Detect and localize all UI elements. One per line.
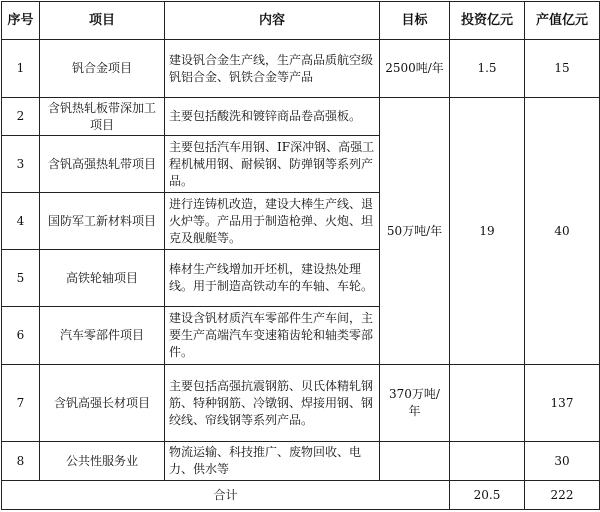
cell-project: 含钒热轧板带深加工项目 [40,98,165,136]
cell-seq: 7 [2,365,40,442]
cell-content: 主要包括酸洗和镀锌商品卷高强板。 [165,98,380,136]
cell-project: 公共性服务业 [40,442,165,481]
cell-target-merged: 50万吨/年 [380,98,450,365]
cell-content: 进行连铸机改造，建设大棒生产线、退火炉等。产品用于制造枪弹、火炮、坦克及舰艇等。 [165,193,380,250]
projects-table [1,1,600,510]
header-target: 目标 [380,2,450,40]
cell-investment [450,442,525,481]
cell-seq: 8 [2,442,40,481]
cell-content: 主要包括汽车用钢、IF深冲钢、高强工程机械用钢、耐候钢、防弹钢等系列产品。 [165,136,380,193]
cell-output-merged: 40 [525,98,600,365]
header-investment: 投资亿元 [450,2,525,40]
total-investment: 20.5 [450,481,525,510]
table-row [2,442,600,481]
cell-seq: 4 [2,193,40,250]
cell-target: 370万吨/年 [380,365,450,442]
header-seq: 序号 [2,2,40,40]
total-label: 合计 [2,481,450,510]
cell-project: 含钒高强长材项目 [40,365,165,442]
cell-seq: 2 [2,98,40,136]
cell-content: 棒材生产线增加开坯机，建设热处理线。用于制造高铁动车的车轴、车轮。 [165,250,380,307]
table-row [2,98,600,136]
cell-output: 137 [525,365,600,442]
cell-content: 物流运输、科技推广、废物回收、电力、供水等 [165,442,380,481]
cell-content: 建设钒合金生产线，生产高品质航空级钒铝合金、钒铁合金等产品 [165,40,380,98]
cell-seq: 6 [2,307,40,365]
cell-project: 钒合金项目 [40,40,165,98]
cell-seq: 1 [2,40,40,98]
total-row [2,481,600,510]
cell-target: 2500吨/年 [380,40,450,98]
header-row [2,2,600,40]
total-output: 222 [525,481,600,510]
cell-seq: 3 [2,136,40,193]
cell-investment-merged: 19 [450,98,525,365]
cell-investment [450,365,525,442]
table-row [2,40,600,98]
cell-content: 建设含钒材质汽车零部件生产车间，主要生产高端汽车变速箱齿轮和轴类零部件。 [165,307,380,365]
cell-content: 主要包括高强抗震钢筋、贝氏体精轧钢筋、特种钢筋、冷镦钢、焊接用钢、钢绞线、帘线钢等系列产品。 [165,365,380,442]
cell-project: 高铁轮轴项目 [40,250,165,307]
cell-project: 含钒高强热轧带项目 [40,136,165,193]
cell-project: 国防军工新材料项目 [40,193,165,250]
cell-investment: 1.5 [450,40,525,98]
cell-seq: 5 [2,250,40,307]
cell-output: 30 [525,442,600,481]
header-output: 产值亿元 [525,2,600,40]
cell-project: 汽车零部件项目 [40,307,165,365]
cell-output: 15 [525,40,600,98]
table-row [2,365,600,442]
cell-target [380,442,450,481]
header-content: 内容 [165,2,380,40]
header-project: 项目 [40,2,165,40]
